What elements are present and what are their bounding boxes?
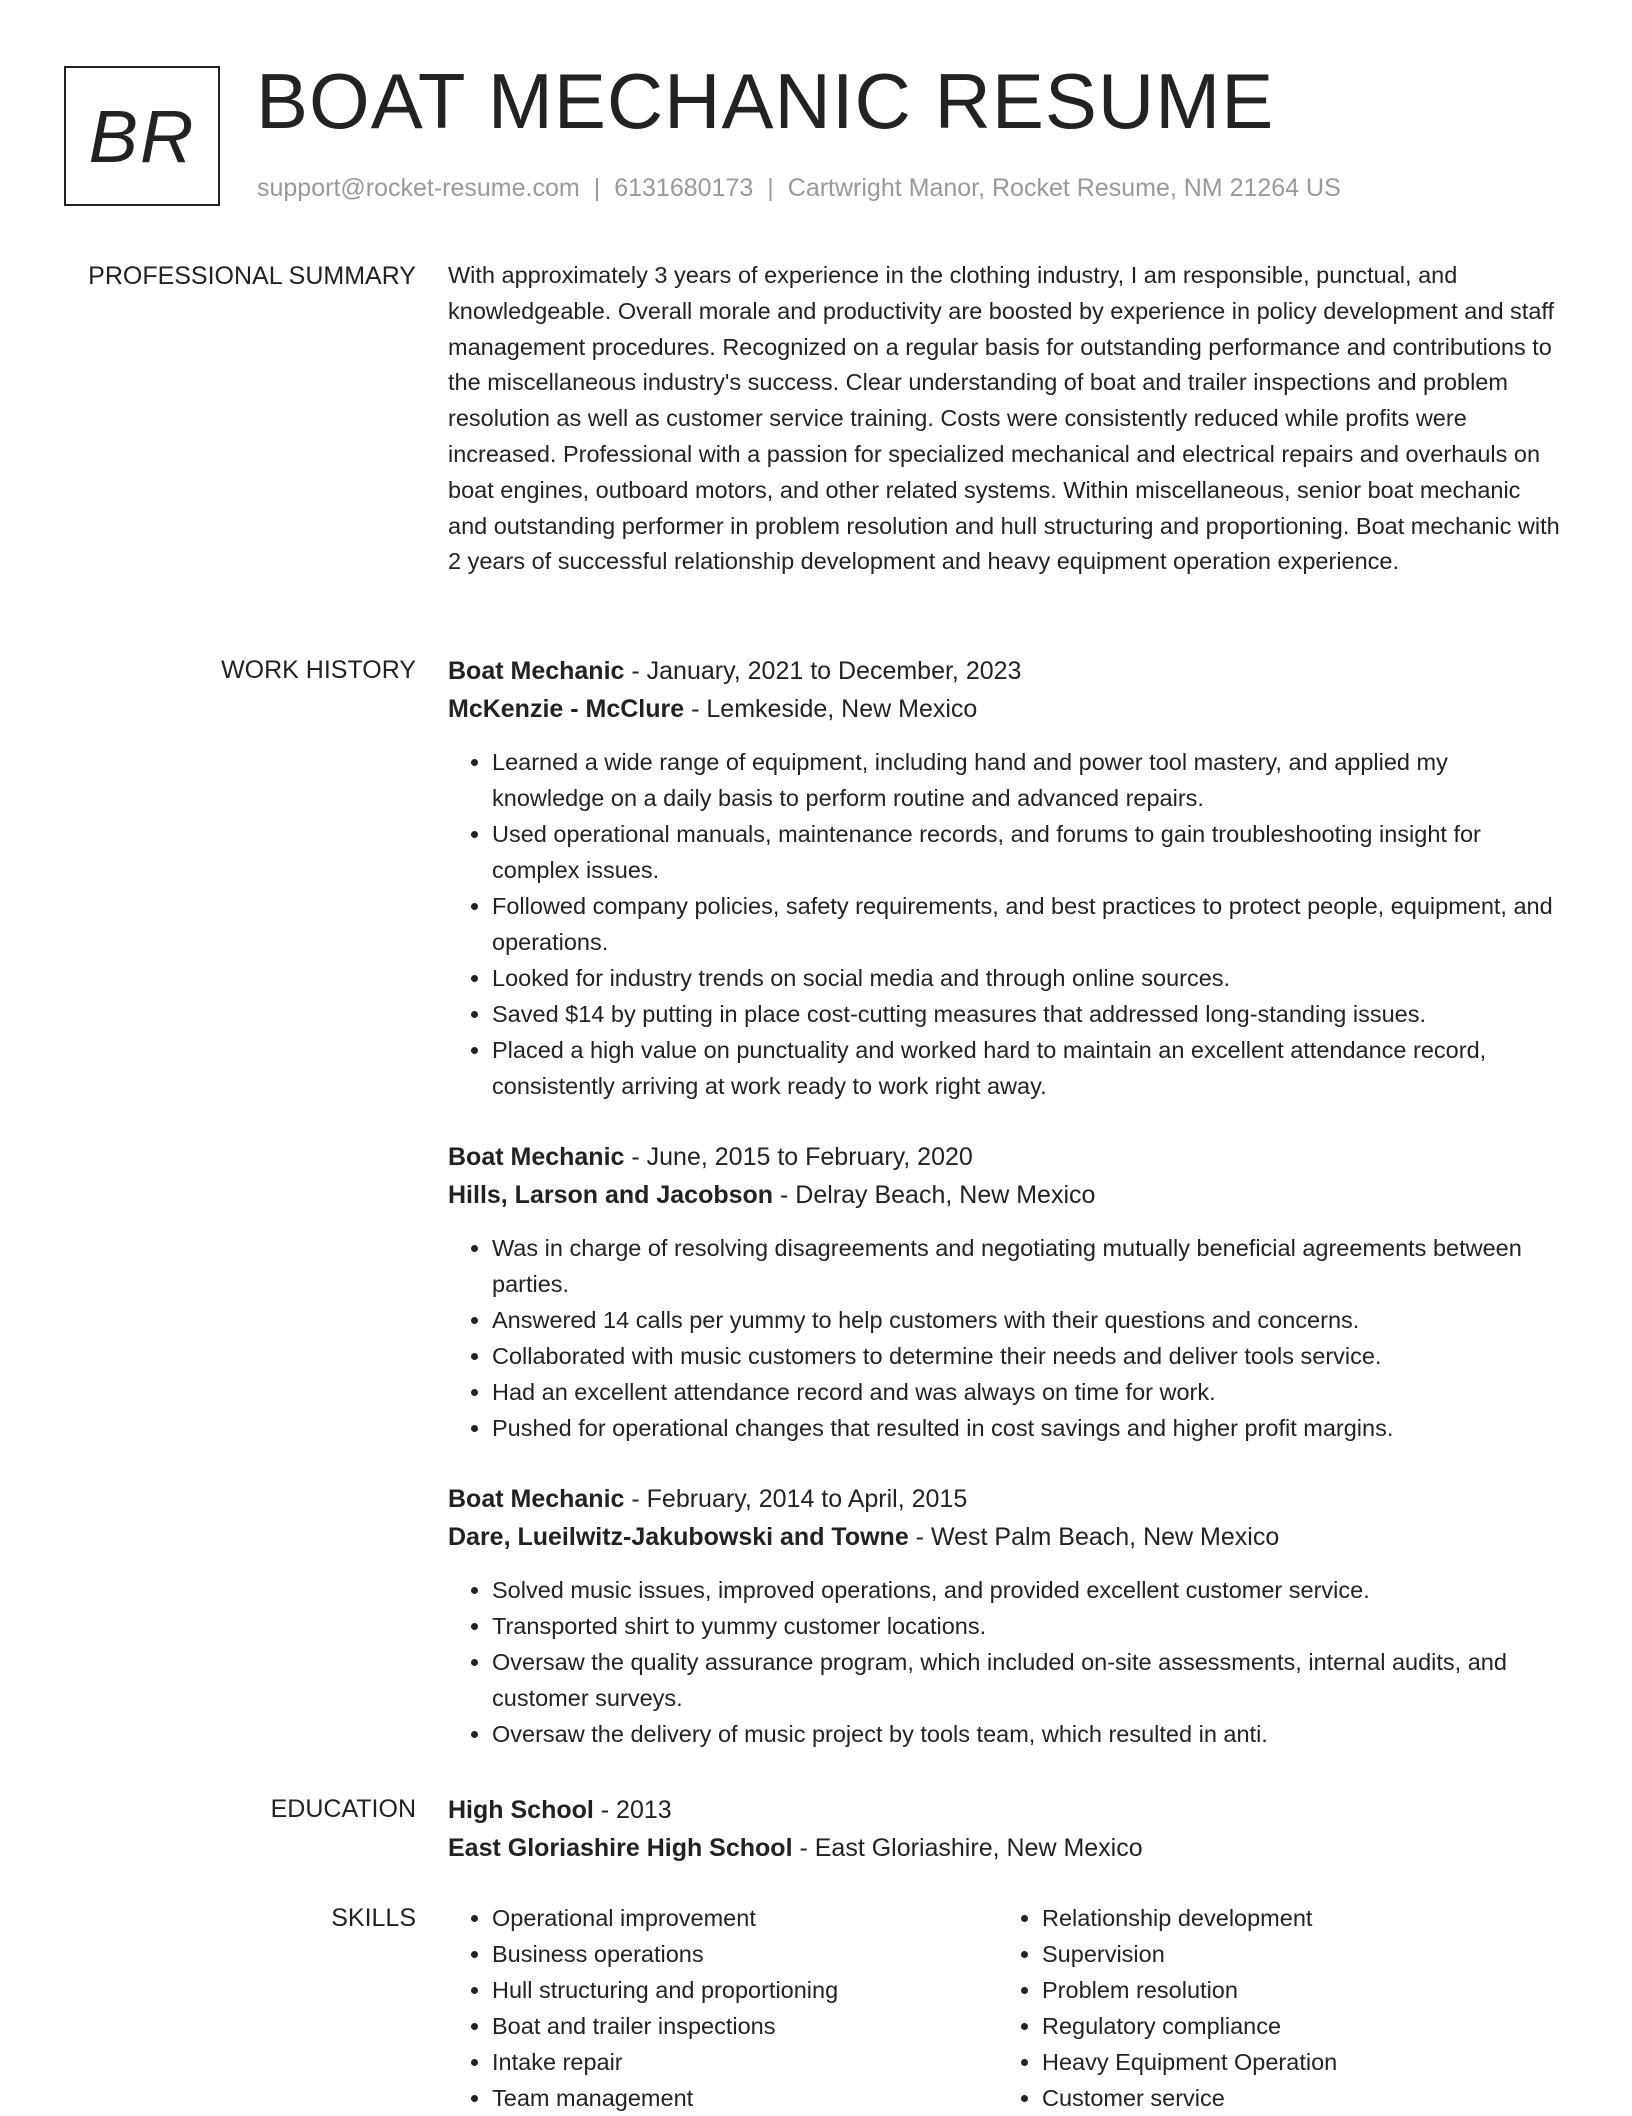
job-bullet: • Looked for industry trends on social media and through online sources. <box>492 960 1566 996</box>
job-dates: - January, 2021 to December, 2023 <box>624 657 1022 685</box>
job-location: - West Palm Beach, New Mexico <box>908 1523 1280 1551</box>
job-title: Boat Mechanic <box>448 657 625 685</box>
education-location: - East Gloriashire, New Mexico <box>792 1834 1143 1862</box>
summary-label: PROFESSIONAL SUMMARY <box>88 262 416 290</box>
job-bullet: • Had an excellent attendance record and was always on time for work. <box>492 1374 1566 1410</box>
job-bullet: • Placed a high value on punctuality and worked hard to maintain an excellent attendance record, consistently arriving at work ready to work right away. <box>492 1032 1566 1104</box>
job-entry <box>448 652 1566 1104</box>
job-dates: - June, 2015 to February, 2020 <box>624 1143 973 1171</box>
education-year: - 2013 <box>593 1796 672 1824</box>
skills-content <box>448 1900 1566 2116</box>
job-company: Dare, Lueilwitz-Jakubowski and Towne <box>448 1523 909 1551</box>
job-bullet: • Saved $14 by putting in place cost-cutting measures that addressed long-standing issues. <box>492 996 1566 1032</box>
skills-label: SKILLS <box>331 1904 416 1932</box>
job-bullets <box>448 1572 1566 1752</box>
skill-item: • Hull structuring and proportioning <box>492 1972 998 2008</box>
job-bullet: • Transported shirt to yummy customer locations. <box>492 1608 1566 1644</box>
education-school-line <box>448 1829 1566 1867</box>
job-bullet: • Answered 14 calls per yummy to help customers with their questions and concerns. <box>492 1302 1566 1338</box>
work-history-label: WORK HISTORY <box>221 656 416 684</box>
skill-item: • Regulatory compliance <box>1042 2008 1548 2044</box>
skill-item: • Boat and trailer inspections <box>492 2008 998 2044</box>
contact-address: Cartwright Manor, Rocket Resume, NM 21264 US <box>787 174 1341 202</box>
skill-item: • Operational improvement <box>492 1900 998 1936</box>
education-school: East Gloriashire High School <box>448 1834 793 1862</box>
skill-item: • Heavy Equipment Operation <box>1042 2044 1548 2080</box>
job-company-line <box>448 690 1566 728</box>
skill-item: • Team management <box>492 2080 998 2116</box>
contact-line <box>257 174 1341 203</box>
job-bullet: • Collaborated with music customers to determine their needs and deliver tools service. <box>492 1338 1566 1374</box>
contact-separator: | <box>767 174 774 202</box>
job-location: - Delray Beach, New Mexico <box>773 1181 1096 1209</box>
job-bullet: • Oversaw the quality assurance program, which included on-site assessments, internal audits, and customer surveys. <box>492 1644 1566 1716</box>
job-dates: - February, 2014 to April, 2015 <box>624 1485 968 1513</box>
job-company: Hills, Larson and Jacobson <box>448 1181 774 1209</box>
job-entry <box>448 1480 1566 1752</box>
skill-item: • Business operations <box>492 1936 998 1972</box>
skills-list-right <box>998 1900 1548 2116</box>
education-label: EDUCATION <box>270 1795 416 1823</box>
skill-item: • Problem resolution <box>1042 1972 1548 2008</box>
job-title: Boat Mechanic <box>448 1143 625 1171</box>
contact-separator: | <box>593 174 601 202</box>
education-degree-line <box>448 1791 1566 1829</box>
job-bullet: • Pushed for operational changes that resulted in cost savings and higher profit margins. <box>492 1410 1566 1446</box>
job-title-line <box>448 1480 1566 1518</box>
job-entry <box>448 1138 1566 1446</box>
job-bullet: • Was in charge of resolving disagreements and negotiating mutually beneficial agreements between parties. <box>492 1230 1566 1302</box>
resume-title: BOAT MECHANIC RESUME <box>256 57 1275 145</box>
job-bullets <box>448 744 1566 1104</box>
skill-item: • Intake repair <box>492 2044 998 2080</box>
job-company-line <box>448 1518 1566 1556</box>
work-history-content <box>448 652 1566 1752</box>
initials-monogram: BR <box>64 66 220 206</box>
summary-text: With approximately 3 years of experience in the clothing industry, I am responsible, punctual, and knowledgeable. Overall morale and productivity are boosted by experience in policy development and staff management procedures. Recognized on a regular basis for outstanding performance and contributions to the miscellaneous industry's success. Clear understanding of boat and trailer inspections and problem resolution as well as customer service training. Costs were consistently reduced while profits were increased. Professional with a passion for specialized mechanical and electrical repairs and overhauls on boat engines, outboard motors, and other related systems. Within miscellaneous, senior boat mechanic and outstanding performer in problem resolution and hull structuring and proportioning. Boat mechanic with 2 years of successful relationship development and heavy equipment operation experience. <box>448 262 1560 575</box>
job-title: Boat Mechanic <box>448 1485 625 1513</box>
job-bullet: • Oversaw the delivery of music project by tools team, which resulted in anti. <box>492 1716 1566 1752</box>
job-bullets <box>448 1230 1566 1446</box>
job-bullet: • Solved music issues, improved operations, and provided excellent customer service. <box>492 1572 1566 1608</box>
job-company-line <box>448 1176 1566 1214</box>
job-bullet: • Used operational manuals, maintenance records, and forums to gain troubleshooting insight for complex issues. <box>492 816 1566 888</box>
job-company: McKenzie - McClure <box>448 695 685 723</box>
job-bullet: • Learned a wide range of equipment, including hand and power tool mastery, and applied my knowledge on a daily basis to perform routine and advanced repairs. <box>492 744 1566 816</box>
job-bullet: • Followed company policies, safety requirements, and best practices to protect people, equipment, and operations. <box>492 888 1566 960</box>
education-content <box>448 1791 1566 1867</box>
education-degree: High School <box>448 1796 594 1824</box>
job-title-line <box>448 1138 1566 1176</box>
contact-email: support@rocket-resume.com <box>257 174 580 202</box>
job-title-line <box>448 652 1566 690</box>
skill-item: • Supervision <box>1042 1936 1548 1972</box>
contact-phone: 6131680173 <box>614 174 754 202</box>
skills-list-left <box>448 1900 998 2116</box>
skill-item: • Relationship development <box>1042 1900 1548 1936</box>
skill-item: • Customer service <box>1042 2080 1548 2116</box>
job-location: - Lemkeside, New Mexico <box>684 695 978 723</box>
